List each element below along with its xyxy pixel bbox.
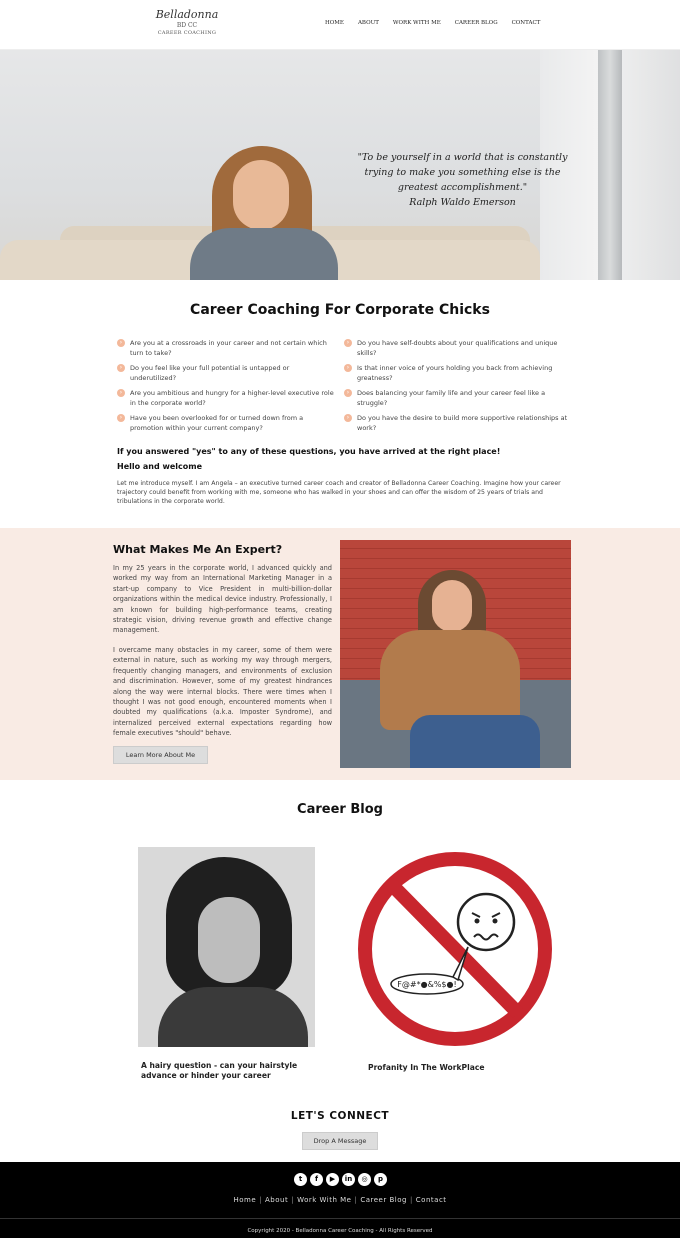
hero-portrait-face [233, 160, 289, 230]
question-item [344, 413, 569, 433]
chevron-right-icon: › [344, 414, 352, 422]
question-text: Are you ambitious and hungry for a higher-level executive role in the corporate world? [130, 389, 334, 407]
logo-tagline: CAREER COACHING [157, 30, 217, 36]
footer-link-work-with-me[interactable]: Work With Me [297, 1196, 352, 1204]
question-text: Do you feel like your full potential is untapped or underutilized? [130, 364, 290, 382]
footer-separator: | [409, 1196, 413, 1204]
logo-monogram: BD CC [176, 22, 198, 29]
main-nav [325, 20, 554, 26]
question-text: Have you been overlooked for or turned down from a promotion within your current company? [130, 414, 304, 432]
blog-post-1-image[interactable] [138, 847, 315, 1047]
portrait-body [158, 987, 308, 1047]
footer-link-home[interactable]: Home [233, 1196, 257, 1204]
question-item [117, 413, 337, 433]
footer-separator: | [354, 1196, 358, 1204]
photo-face [432, 580, 472, 632]
angry-eye-left [475, 919, 480, 924]
question-text: Is that inner voice of yours holding you back from achieving greatness? [357, 364, 553, 382]
logo-name: Belladonna [155, 8, 219, 21]
nav-home[interactable]: HOME [325, 20, 344, 26]
facebook-icon[interactable]: f [310, 1173, 323, 1186]
site-header [0, 0, 680, 50]
footer-nav [0, 1196, 680, 1204]
social-links [294, 1173, 387, 1186]
site-footer [0, 1162, 680, 1238]
twitter-icon[interactable]: t [294, 1173, 307, 1186]
nav-work-with-me[interactable]: WORK WITH ME [392, 20, 441, 26]
question-item [117, 338, 337, 358]
question-item [117, 363, 337, 383]
photo-jeans [410, 715, 540, 768]
chevron-right-icon: › [117, 389, 125, 397]
expert-paragraph-1: In my 25 years in the corporate world, I advanced quickly and worked my way from an International Marketing Manager in a start-up company to Vice President in multi-billion-dollar organizations within the medical device industry. Professionally, I am known for building high-performance teams, creating strategic vision, driving revenue growth and effective change management. [113, 564, 332, 635]
footer-link-contact[interactable]: Contact [415, 1196, 447, 1204]
hero-quote [350, 150, 575, 210]
profanity-symbols: F@#*●&%$●! [397, 980, 457, 989]
question-text: Are you at a crossroads in your career and not certain which turn to take? [130, 339, 327, 357]
portrait-face [198, 897, 260, 983]
questions-left [117, 338, 337, 438]
copyright: Copyright 2020 - Belladonna Career Coaching - All Rights Reserved [247, 1228, 433, 1234]
hero-portrait-torso [190, 228, 338, 280]
hero-curtain [598, 50, 622, 280]
intro-paragraph: Let me introduce myself. I am Angela – an executive turned career coach and creator of Belladonna Career Coaching. Imagine how your career trajectory could benefit from working with me, someone who has walked in your shoes and can offer the wisdom of 25 years of trials and tribulations in the corporate world. [117, 480, 561, 505]
youtube-icon[interactable]: ▶ [326, 1173, 339, 1186]
nav-contact[interactable]: CONTACT [511, 20, 541, 26]
chevron-right-icon: › [117, 364, 125, 372]
nav-career-blog[interactable]: CAREER BLOG [454, 20, 498, 26]
coaching-title: Career Coaching For Corporate Chicks [190, 302, 490, 318]
nav-about[interactable]: ABOUT [357, 20, 379, 26]
chevron-right-icon: › [344, 364, 352, 372]
questions-right [344, 338, 569, 438]
hero-banner [0, 50, 680, 280]
expert-paragraph-2: I overcame many obstacles in my career, some of them were external in nature, such as working my way through mergers, frequently changing managers, and environments of exclusion and discrimination. However, some of my greatest hindrances along the way were internal blocks. There were times when I thought I was not good enough, encountered moments when I doubted my qualifications (a.k.a. Imposter Syndrome), and internalized perceived external expectations regarding how female executives "should" behave. [113, 646, 332, 738]
expert-title: What Makes Me An Expert? [113, 543, 283, 556]
question-item [117, 388, 337, 408]
quote-line-1: "To be yourself in a world that is constantly [357, 152, 568, 163]
question-item [344, 388, 569, 408]
footer-separator: | [259, 1196, 262, 1204]
hello-heading: Hello and welcome [117, 462, 203, 471]
footer-divider [0, 1218, 680, 1219]
blog-post-2-image[interactable] [350, 847, 560, 1052]
pinterest-icon[interactable]: p [374, 1173, 387, 1186]
site-logo[interactable] [155, 8, 219, 36]
question-item [344, 363, 569, 383]
learn-more-button[interactable]: Learn More About Me [113, 746, 208, 764]
question-text: Do you have the desire to build more supportive relationships at work? [357, 414, 568, 432]
expert-photo [340, 540, 571, 768]
instagram-icon[interactable]: ◎ [358, 1173, 371, 1186]
angry-face-icon [458, 894, 514, 950]
quote-line-3: greatest accomplishment." [397, 182, 528, 193]
question-text: Do you have self-doubts about your qualifications and unique skills? [357, 339, 558, 357]
chevron-right-icon: › [117, 414, 125, 422]
blog-post-1-title[interactable]: A hairy question - can your hairstyle advance or hinder your career [141, 1061, 298, 1080]
footer-link-about[interactable]: About [265, 1196, 289, 1204]
blog-post-2-title[interactable]: Profanity In The WorkPlace [368, 1063, 485, 1072]
chevron-right-icon: › [117, 339, 125, 347]
chevron-right-icon: › [344, 339, 352, 347]
chevron-right-icon: › [344, 389, 352, 397]
question-text: Does balancing your family life and your career feel like a struggle? [357, 389, 546, 407]
blog-title: Career Blog [297, 802, 383, 817]
connect-title: LET'S CONNECT [290, 1110, 390, 1122]
question-item [344, 338, 569, 358]
quote-author: Ralph Waldo Emerson [409, 197, 516, 208]
quote-line-2: trying to make you something else is the [364, 167, 561, 178]
expert-section [0, 528, 680, 780]
drop-message-button[interactable]: Drop A Message [302, 1132, 378, 1150]
linkedin-icon[interactable]: in [342, 1173, 355, 1186]
answered-heading: If you answered "yes" to any of these questions, you have arrived at the right place! [117, 447, 501, 456]
footer-link-career-blog[interactable]: Career Blog [360, 1196, 407, 1204]
angry-eye-right [493, 919, 498, 924]
footer-separator: | [291, 1196, 295, 1204]
